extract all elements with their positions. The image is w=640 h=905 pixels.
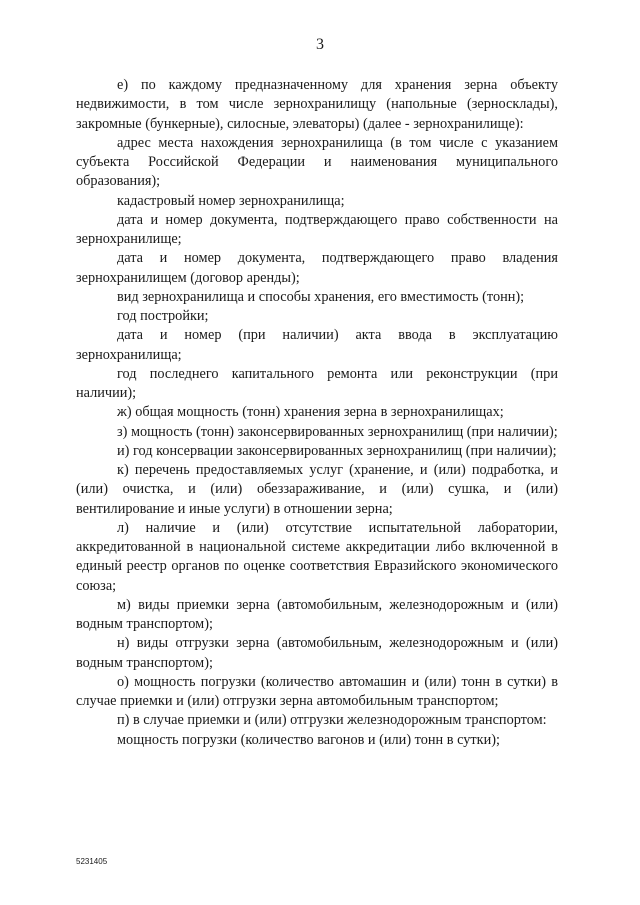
- paragraph-last-repair-year: год последнего капитального ремонта или реконструкции (при наличии);: [76, 365, 558, 401]
- document-code: 5231405: [76, 857, 108, 866]
- paragraph-n: н) виды отгрузки зерна (автомобильным, железнодорожным и (или) водным транспортом);: [76, 635, 558, 671]
- paragraph-commissioning-act: дата и номер (при наличии) акта ввода в эксплуатацию зернохранилища;: [76, 327, 558, 363]
- paragraph-construction-year: год постройки;: [117, 308, 209, 324]
- paragraph-l: л) наличие и (или) отсутствие испытательной лаборатории, аккредитованной в национальной системе аккредитации либо включенной в единый реестр органов по оценке соответствия Евразийского экономического союза;: [76, 519, 558, 594]
- paragraph-p: п) в случае приемки и (или) отгрузки железнодорожным транспортом:: [117, 712, 547, 729]
- paragraph-loading-capacity: мощность погрузки (количество вагонов и (или) тонн в сутки);: [117, 731, 500, 748]
- page-number: 3: [316, 36, 324, 53]
- paragraph-i: и) год консервации законсервированных зернохранилищ (при наличии);: [117, 442, 557, 459]
- paragraph-z: з) мощность (тонн) законсервированных зернохранилищ (при наличии);: [117, 423, 558, 440]
- paragraph-k: к) перечень предоставляемых услуг (хранение, и (или) подработка, и (или) очистка, и (или) обеззараживание, и (или) сушка, и (или) вентилирование и иные услуги) в отношении зерна;: [76, 462, 558, 517]
- paragraph-e: е) по каждому предназначенному для хранения зерна объекту недвижимости, в том числе зернохранилищу (напольные (зерносклады), закромные (бункерные), силосные, элеваторы) (далее - зернохранилище):: [76, 77, 558, 132]
- paragraph-storage-type: вид зернохранилища и способы хранения, его вместимость (тонн);: [117, 288, 525, 305]
- paragraph-address: адрес места нахождения зернохранилища (в том числе с указанием субъекта Российской Федерации и наименования муниципального образования);: [76, 134, 558, 190]
- document-body: [76, 76, 558, 750]
- paragraph-lease-document: дата и номер документа, подтверждающего право владения зернохранилищем (договор аренды);: [76, 250, 558, 286]
- paragraph-zh: ж) общая мощность (тонн) хранения зерна в зернохранилищах;: [117, 404, 504, 421]
- paragraph-ownership-document: дата и номер документа, подтверждающего право собственности на зернохранилище;: [76, 211, 558, 247]
- paragraph-m: м) виды приемки зерна (автомобильным, железнодорожным и (или) водным транспортом);: [76, 596, 558, 632]
- paragraph-o: о) мощность погрузки (количество автомашин и (или) тонн в сутки) в случае приемки и (или) отгрузки зерна автомобильным транспортом;: [76, 673, 558, 709]
- paragraph-cadastral-number: кадастровый номер зернохранилища;: [117, 192, 345, 209]
